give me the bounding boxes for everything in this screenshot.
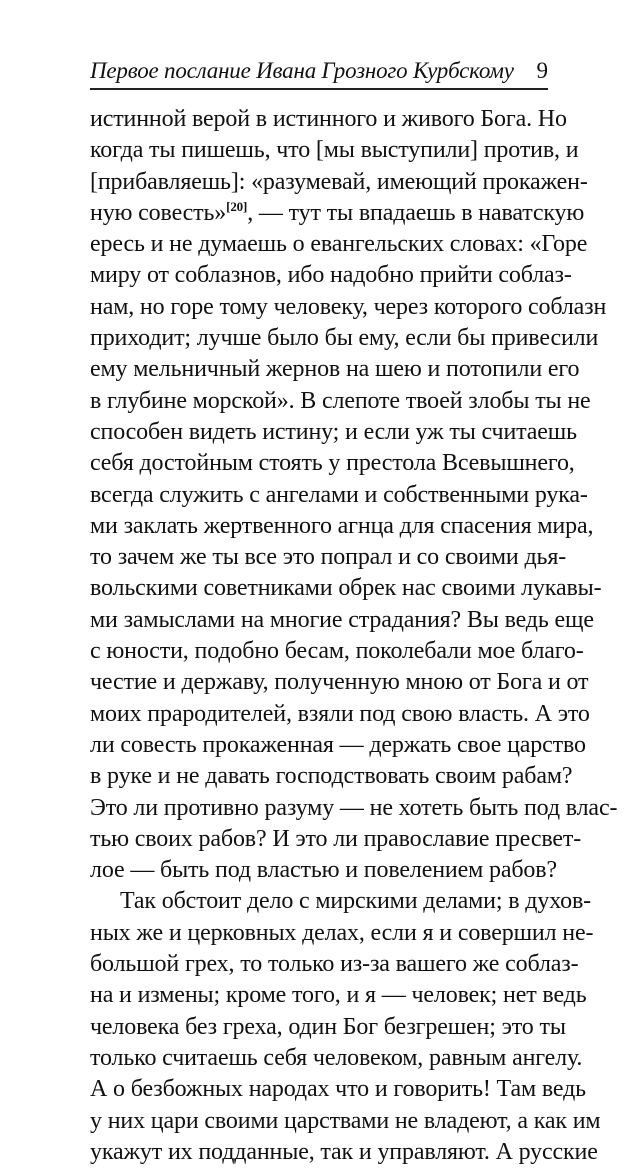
header-rule [90, 88, 548, 90]
text-line: истинной верой в истинного и живого Бога. Но [90, 106, 567, 132]
body-text [90, 104, 618, 1168]
text-line: всегда служить с ангелами и собственными рука- [90, 481, 588, 508]
text-line: честие и державу, полученную мною от Бога и от [90, 669, 589, 696]
running-head [90, 50, 548, 90]
text-line: с юности, подобно бесам, поколебали мое благо- [90, 638, 584, 665]
text-line: большой грех, то только из-за вашего же соблаз- [90, 951, 579, 978]
text-line: ми замыслами на многие страдания? Вы ведь еще [90, 606, 594, 633]
text-line: человека без греха, один Бог безгрешен; это ты [90, 1013, 566, 1040]
text-fragment: , — тут ты впадаешь в наватскую [247, 199, 585, 226]
text-line: ему мельничный жернов на шею и потопили его [90, 356, 580, 383]
text-line: вольскими советниками обрек нас своими лукавы- [90, 575, 602, 602]
footnote-marker: [20] [226, 198, 248, 214]
text-line: приходит; лучше было бы ему, если бы привесили [90, 325, 599, 352]
text-line: в глубине морской». В слепоте твоей злобы ты не [90, 387, 591, 414]
page-number: 9 [536, 58, 548, 83]
text-line: нам, но горе тому человеку, через которого соблазн [90, 293, 607, 320]
text-line: ли совесть прокаженная — держать свое царство [90, 731, 586, 758]
text-line-paragraph-start: Так обстоит дело с мирскими делами; в духов- [120, 888, 591, 915]
text-line: у них цари своими царствами не владеют, а как им [90, 1107, 601, 1134]
text-line: способен видеть истину; и если уж ты считаешь [90, 418, 577, 445]
text-line: А о безбожных народах что и говорить! Там ведь [90, 1076, 586, 1103]
text-line: только считаешь себя человеком, равным ангелу. [90, 1044, 583, 1071]
text-line: когда ты пишешь, что [мы выступили] против, и [90, 137, 579, 164]
text-line-with-footnote [90, 198, 585, 229]
text-line: ересь и не думаешь о евангельских словах: «Горе [90, 231, 588, 258]
text-line: [прибавляешь]: «разумевай, имеющий прокажен- [90, 168, 588, 195]
running-title: Первое послание Ивана Грозного Курбскому [90, 58, 514, 83]
text-line: в руке и не давать господствовать своим рабам? [90, 763, 573, 790]
text-line: на и измены; кроме того, и я — человек; нет ведь [90, 982, 587, 1009]
text-fragment: ную совесть» [90, 199, 227, 226]
text-line: себя достойным стоять у престола Всевышнего, [90, 450, 575, 477]
text-line: тью своих рабов? И это ли православие пресвет- [90, 825, 582, 852]
text-line: то зачем же ты все это попрал и со своими дья- [90, 544, 567, 571]
text-line: миру от соблазнов, ибо надобно прийти соблаз- [90, 262, 572, 289]
text-line-paragraph-end: лое — быть под властью и повелением рабов? [90, 857, 557, 884]
text-line: ми заклать жертвенного агнца для спасения мира, [90, 512, 594, 539]
text-line: укажут их подданные, так и управляют. А русские [90, 1138, 598, 1165]
text-line: Это ли противно разуму — не хотеть быть под влас- [90, 794, 618, 821]
text-line: моих прародителей, взяли под свою власть. А это [90, 700, 590, 727]
text-line: ных же и церковных делах, если я и совершил не- [90, 919, 594, 946]
